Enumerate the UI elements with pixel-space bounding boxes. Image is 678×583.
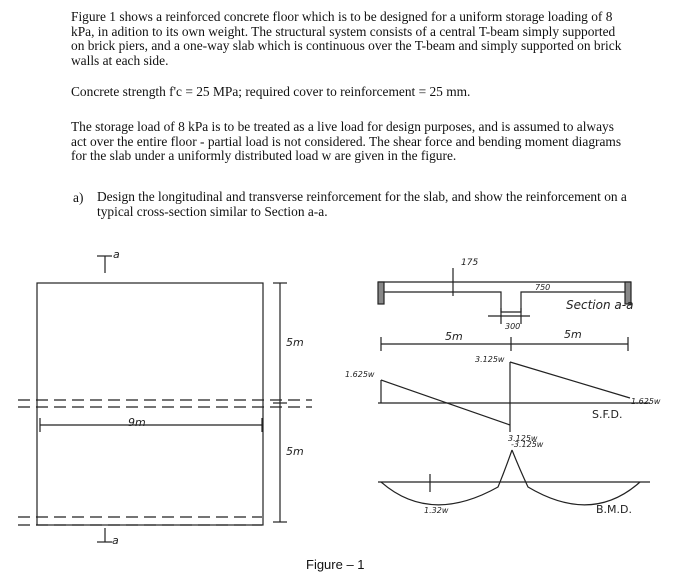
- plan-section-mark-top: a: [113, 248, 120, 261]
- beam-width-label: 300: [505, 322, 521, 331]
- span-left-label: 5m: [445, 330, 463, 343]
- bending-moment-diagram: [378, 450, 650, 505]
- plan-width-label: 9m: [128, 416, 146, 429]
- bmd-sag-label: 1.32w: [424, 506, 449, 515]
- bmd-left-curve: [381, 450, 512, 505]
- figure-caption: Figure – 1: [306, 557, 365, 572]
- bmd-title: B.M.D.: [596, 503, 632, 516]
- plan-section-mark-bottom: a: [112, 534, 119, 547]
- plan-span-bottom-label: 5m: [286, 445, 304, 458]
- concrete-spec-paragraph: Concrete strength f'c = 25 MPa; required cover to reinforcement = 25 mm.: [71, 84, 471, 99]
- plan-span-top-label: 5m: [286, 336, 304, 349]
- sfd-left-label: 1.625w: [345, 370, 375, 379]
- beam-depth-label: 750: [535, 283, 551, 292]
- sfd-mid-bottom-label: 3.125w: [508, 434, 538, 443]
- plan-outline: [37, 283, 263, 525]
- bmd-peak-label: -3.125w: [511, 440, 544, 449]
- sfd-right-span: [510, 362, 630, 398]
- section-title: Section a-a: [566, 298, 634, 312]
- span-right-label: 5m: [564, 328, 582, 341]
- question-label: a): [73, 190, 84, 205]
- left-wall-support: [378, 282, 384, 304]
- question-text: Design the longitudinal and transverse reinforcement for the slab, and show the reinforcement on a typical cross-section similar to Section a-a.: [97, 189, 627, 219]
- intro-paragraph: Figure 1 shows a reinforced concrete floor which is to be designed for a uniform storage loading of 8 kPa, in adition to its own weight. The structural system consists of a central T-beam simply supported on brick piers, and a one-way slab which is continuous over the T-beam and simply supported on brick walls at each side.: [71, 9, 622, 68]
- sfd-title: S.F.D.: [592, 408, 623, 421]
- bmd-right-curve: [512, 450, 640, 505]
- floor-plan: [18, 256, 312, 542]
- slab-thickness-label: 175: [461, 258, 479, 268]
- load-paragraph: The storage load of 8 kPa is to be treated as a live load for design purposes, and is assumed to always act over the entire floor - partial load is not considered. The shear force and bending moment diagrams for the slab under a uniformly distributed load w are given in the figure.: [71, 119, 622, 164]
- sfd-mid-top-label: 3.125w: [475, 355, 505, 364]
- shear-force-diagram: [378, 362, 650, 432]
- sfd-right-label: 1.625w: [631, 397, 661, 406]
